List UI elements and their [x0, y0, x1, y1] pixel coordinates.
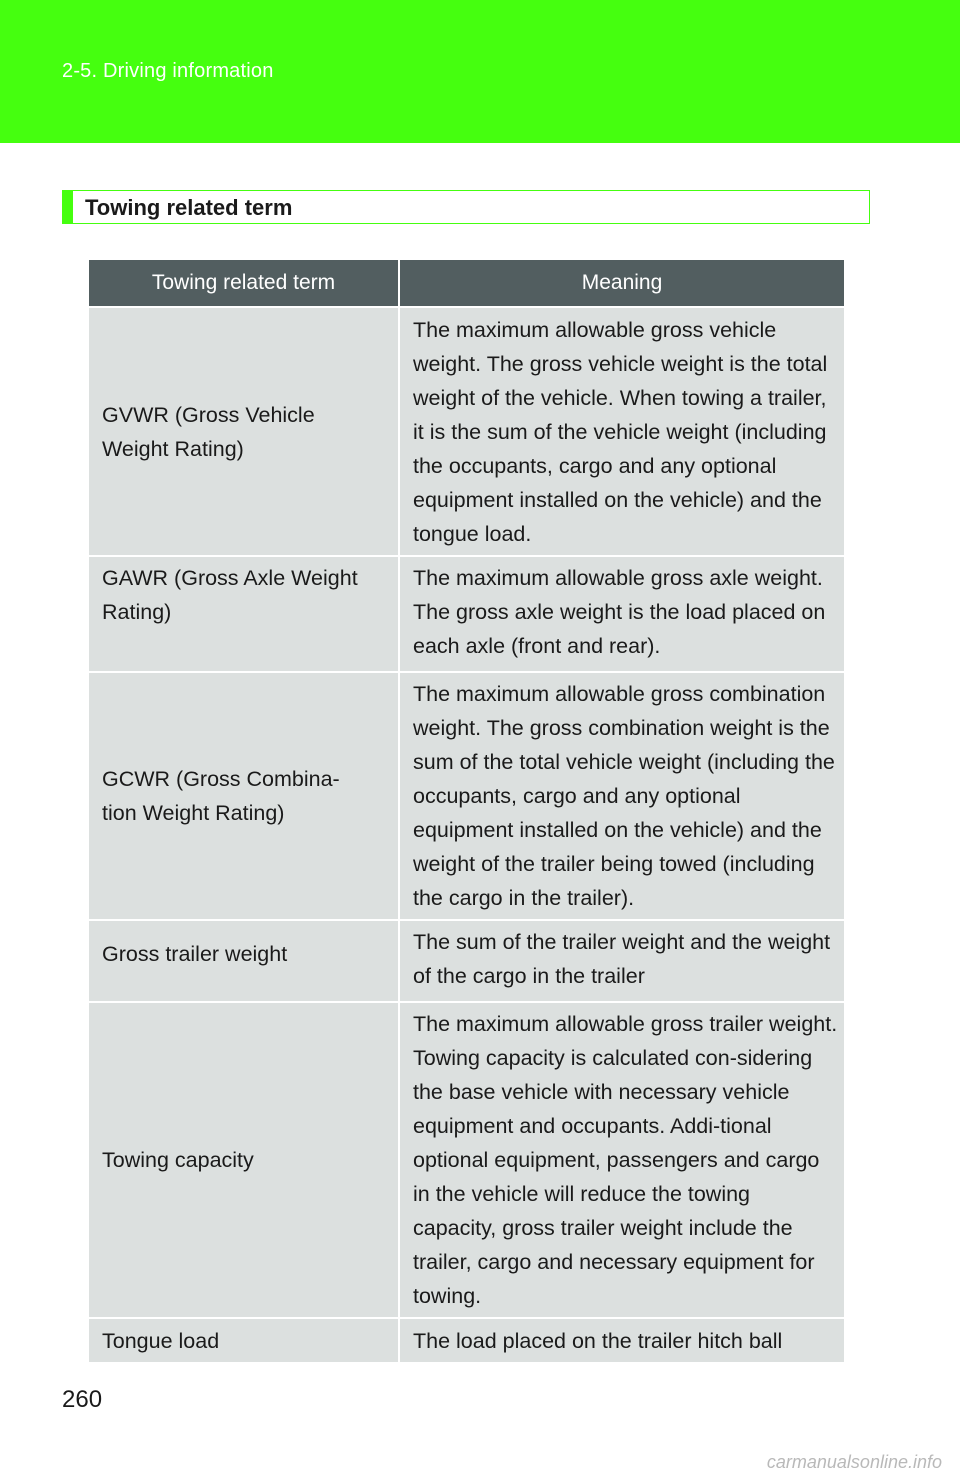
table-row [89, 1002, 844, 1318]
term-cell: GVWR (Gross Vehicle Weight Rating) [89, 307, 399, 556]
meaning-cell: The maximum allowable gross combination weight. The gross combination weight is the sum of the total vehicle weight (including the occupants, cargo and any optional equipment installed on the vehicle) and the weight of the trailer being towed (including the cargo in the trailer). [399, 672, 844, 920]
meaning-cell: The sum of the trailer weight and the weight of the cargo in the trailer [399, 920, 844, 1002]
meaning-cell: The maximum allowable gross axle weight. The gross axle weight is the load placed on each axle (front and rear). [399, 556, 844, 672]
table-row [89, 556, 844, 672]
table-row [89, 920, 844, 1002]
watermark: carmanualsonline.info [766, 1452, 942, 1472]
column-header-term: Towing related term [89, 260, 399, 307]
section-heading [62, 190, 870, 224]
table-header-row [89, 260, 844, 307]
term-cell: Tongue load [89, 1318, 399, 1362]
term-cell: GCWR (Gross Combina- tion Weight Rating) [89, 672, 399, 920]
page-number: 260 [62, 1386, 103, 1413]
table-row [89, 1318, 844, 1362]
table-row [89, 672, 844, 920]
section-title: Towing related term [85, 195, 293, 220]
column-header-meaning: Meaning [399, 260, 844, 307]
term-cell: Gross trailer weight [89, 920, 399, 1002]
meaning-cell: The maximum allowable gross trailer weight. Towing capacity is calculated con-sidering the base vehicle with necessary vehicle equipment and occupants. Addi-tional optional equipment, passengers and cargo in the vehicle will reduce the towing capacity, gross trailer weight include the trailer, cargo and necessary equipment for towing. [399, 1002, 844, 1318]
header-band [0, 0, 960, 143]
heading-accent-bar [63, 191, 73, 223]
meaning-cell: The maximum allowable gross vehicle weight. The gross vehicle weight is the total weight of the vehicle. When towing a trailer, it is the sum of the vehicle weight (including the occupants, cargo and any optional equipment installed on the vehicle) and the tongue load. [399, 307, 844, 556]
section-breadcrumb: 2-5. Driving information [62, 60, 274, 82]
towing-terms-table [89, 260, 844, 1362]
table-row [89, 307, 844, 556]
meaning-cell: The load placed on the trailer hitch ball [399, 1318, 844, 1362]
term-cell: GAWR (Gross Axle Weight Rating) [89, 556, 399, 672]
term-cell: Towing capacity [89, 1002, 399, 1318]
